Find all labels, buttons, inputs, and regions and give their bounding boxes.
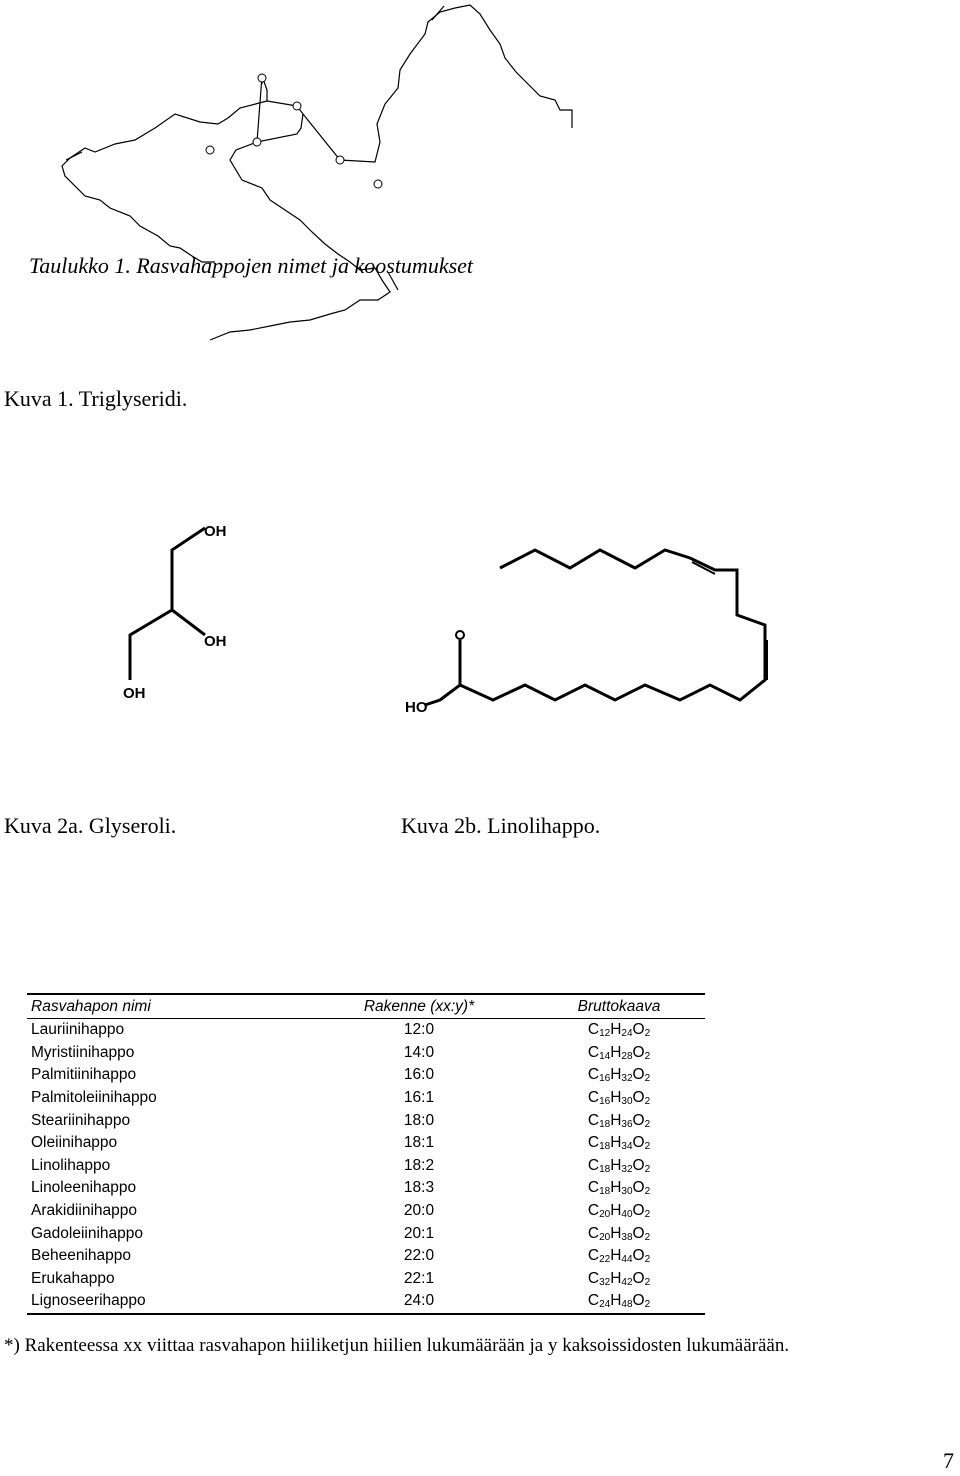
fatty-acid-name: Steariinihappo [31,1111,131,1129]
glycerol-oh-top: OH [204,523,227,540]
formula-subscript-c: 18 [599,1141,611,1153]
fatty-acid-structure: 18:2 [403,1156,435,1174]
formula-subscript-o: 2 [644,1141,651,1153]
formula-subscript-h: 36 [621,1118,633,1130]
fatty-acid-structure: 14:0 [403,1043,435,1061]
glycerol-oh-middle: OH [204,633,227,650]
footnote: *) Rakenteessa xx viittaa rasvahapon hiiliketjun hiilien lukumäärään ja y kaksoissidosten lukumäärään. [4,1335,790,1356]
fatty-acid-name: Linoleenihappo [31,1179,137,1197]
fatty-acid-structure: 16:0 [403,1066,435,1084]
fatty-acid-structure: 22:1 [403,1269,435,1287]
formula-subscript-c: 14 [599,1050,611,1062]
fatty-acid-name: Erukahappo [31,1269,115,1287]
table-title: Taulukko 1. Rasvahappojen nimet ja koostumukset [29,253,474,278]
table-row [27,1064,705,1087]
table-row [27,1019,705,1042]
fatty-acid-formula: $C_{18}H_{32}O_2$ [587,1156,651,1175]
triglyceride-structure [0,0,600,350]
formula-subscript-o: 2 [644,1254,651,1266]
fatty-acid-structure: 20:0 [403,1202,435,1220]
table-header-row [27,994,705,1019]
column-header-structure: Rakenne (xx:y)* [305,994,533,1019]
fatty-acid-formula: $C_{24}H_{48}O_2$ [533,1290,705,1314]
fatty-acid-name: Gadoleiinihappo [31,1224,144,1242]
fatty-acid-formula: $C_{18}H_{34}O_2$ [587,1134,651,1153]
fatty-acid-structure: 18:1 [403,1134,435,1152]
table-row [27,1109,705,1132]
formula-subscript-h: 40 [621,1209,633,1221]
fatty-acid-structure: 12:0 [403,1021,435,1039]
formula-subscript-h: 44 [621,1254,633,1266]
formula-subscript-h: 32 [621,1073,633,1085]
formula-subscript-o: 2 [644,1186,651,1198]
fatty-acid-formula: $C_{32}H_{42}O_2$ [587,1269,651,1288]
fatty-acid-name: Arakidiinihappo [31,1202,137,1220]
formula-subscript-c: 18 [599,1118,611,1130]
formula-subscript-o: 2 [644,1299,651,1311]
fatty-acid-name: Linolihappo [31,1156,111,1174]
table-row [27,1177,705,1200]
table-row [27,1290,705,1314]
glycerol-oh-bottom: OH [123,685,146,702]
formula-subscript-h: 30 [621,1096,633,1108]
formula-subscript-c: 20 [599,1209,611,1221]
figure-1-caption: Kuva 1. Triglyseridi. [4,386,188,411]
page-number: 7 [943,1448,954,1473]
formula-subscript-h: 28 [621,1050,633,1062]
formula-subscript-o: 2 [644,1118,651,1130]
fatty-acid-table [27,993,705,1315]
table-row [27,1042,705,1065]
formula-subscript-h: 48 [621,1299,633,1311]
fatty-acid-name: Palmitiinihappo [31,1066,137,1084]
fatty-acid-formula: $C_{18}H_{30}O_2$ [587,1179,651,1198]
fatty-acid-formula: $C_{12}H_{24}O_2$ [587,1021,651,1040]
formula-subscript-h: 30 [621,1186,633,1198]
fatty-acid-formula: $C_{20}H_{40}O_2$ [587,1202,651,1221]
formula-subscript-o: 2 [644,1276,651,1288]
fatty-acid-structure: 22:0 [403,1247,435,1265]
formula-subscript-c: 16 [599,1096,611,1108]
formula-subscript-c: 18 [599,1186,611,1198]
fatty-acid-name: Lauriinihappo [31,1021,125,1039]
fatty-acid-structure: 18:0 [403,1111,435,1129]
column-header-name: Rasvahapon nimi [27,994,305,1019]
formula-subscript-o: 2 [644,1209,651,1221]
formula-subscript-o: 2 [644,1163,651,1175]
fatty-acid-formula: $C_{18}H_{36}O_2$ [587,1111,651,1130]
fatty-acid-structure: 16:1 [403,1089,435,1107]
linoleic-acid-structure [395,540,795,720]
linoleic-ho-label: HO [405,699,428,716]
table-row [27,1268,705,1291]
formula-subscript-h: 32 [621,1163,633,1175]
formula-subscript-o: 2 [644,1231,651,1243]
fatty-acid-formula: $C_{16}H_{32}O_2$ [587,1066,651,1085]
fatty-acid-formula: $C_{20}H_{38}O_2$ [587,1224,651,1243]
formula-subscript-h: 34 [621,1141,633,1153]
figure-2b-caption: Kuva 2b. Linolihappo. [401,813,601,838]
fatty-acid-name: Beheenihappo [31,1247,131,1265]
fatty-acid-structure: 20:1 [403,1224,435,1242]
table-row [27,1245,705,1268]
figure-2a-caption: Kuva 2a. Glyseroli. [4,813,177,838]
fatty-acid-formula: $C_{16}H_{30}O_2$ [587,1089,651,1108]
formula-subscript-o: 2 [644,1073,651,1085]
formula-subscript-h: 38 [621,1231,633,1243]
table-row [27,1222,705,1245]
table-row [27,1155,705,1178]
formula-subscript-c: 16 [599,1073,611,1085]
fatty-acid-name: Oleiinihappo [31,1134,118,1152]
formula-subscript-c: 18 [599,1163,611,1175]
fatty-acid-formula: $C_{14}H_{28}O_2$ [587,1043,651,1062]
formula-subscript-o: 2 [644,1028,651,1040]
formula-subscript-c: 22 [599,1254,611,1266]
column-header-formula: Bruttokaava [533,994,705,1019]
fatty-acid-structure: 24:0 [305,1290,533,1314]
table-row [27,1087,705,1110]
formula-subscript-c: 32 [599,1276,611,1288]
fatty-acid-formula: $C_{22}H_{44}O_2$ [587,1247,651,1266]
formula-subscript-c: 24 [599,1299,611,1311]
fatty-acid-name: Lignoseerihappo [27,1290,305,1314]
formula-subscript-h: 42 [621,1276,633,1288]
table-row [27,1200,705,1223]
formula-subscript-h: 24 [621,1028,633,1040]
formula-subscript-c: 12 [599,1028,611,1040]
formula-subscript-o: 2 [644,1050,651,1062]
formula-subscript-c: 20 [599,1231,611,1243]
glycerol-structure [110,510,250,710]
table-row [27,1132,705,1155]
formula-subscript-o: 2 [644,1096,651,1108]
fatty-acid-name: Palmitoleiinihappo [31,1089,157,1107]
fatty-acid-name: Myristiinihappo [31,1043,135,1061]
fatty-acid-structure: 18:3 [403,1179,435,1197]
